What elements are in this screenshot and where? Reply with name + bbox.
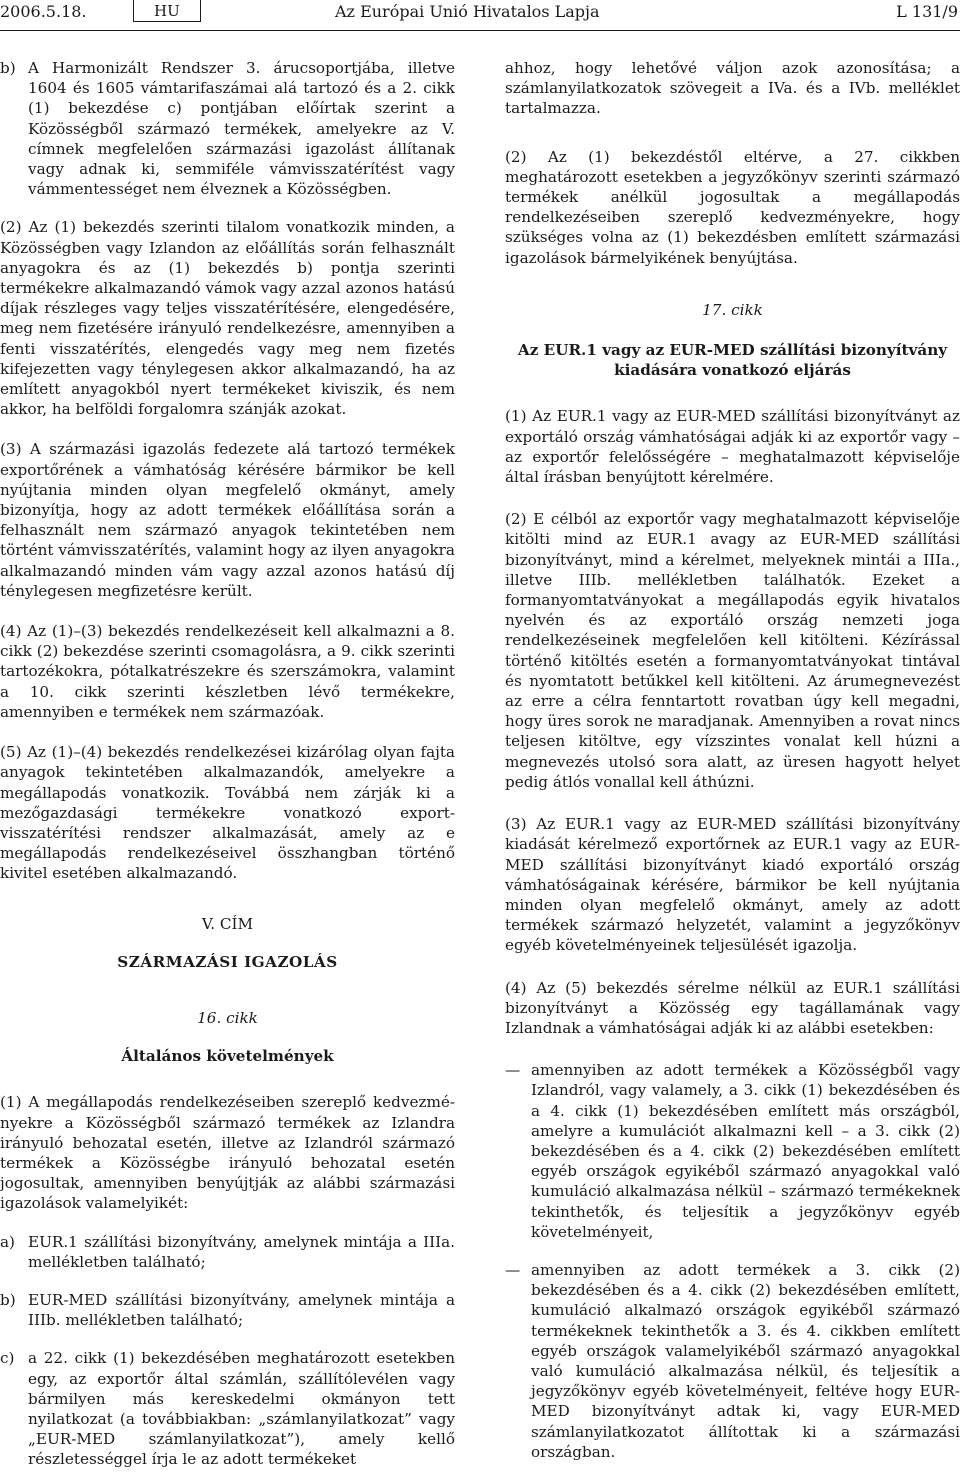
language-badge: HU [133,0,201,22]
list-item-c [0,1348,455,1469]
list-text: EUR.1 szállítási bizonyítvány, amelynek mintája a IIIa. mellékletben található; [28,1232,455,1271]
title-number: V. CÍM [201,914,254,933]
list-marker: a) [0,1232,15,1251]
header-rule [0,30,960,31]
article-16-number: 16. cikk [197,1008,258,1027]
article-17-paragraph-4: (4) Az (5) bekezdés sérelme nélkül az EUR.1 szállítási bizonyítványt a Közösség egy tagállamának vagy Izlandnak a vámhatóságai adják ki az alábbi esetekben: [505,978,960,1037]
article-16-paragraph-1: (1) A megállapodás rendelkezéseiben szereplő kedvezményekre a Közösségből származó termékek az Izlandra irányuló behozatal esetén, illetve az Izlandról származó termékek a Közösségbe irányuló behozatal esetén jogosultak, amennyiben benyújtják az alábbi származási igazolások valamelyikét: [0,1093,455,1213]
paragraph-2: (2) Az (1) bekezdés szerinti tilalom vonatkozik minden, a Közösségben vagy Izlandon az előállítás során felhasznált anyagokra és az (1) bekezdés b) pontja szerinti termékekre alkalmazandó vámok vagy azzal azonos hatású díjak részleges vagy teljes visszatérítésére, elengedésére, meg nem fizetésére irányuló rendelkezésre, amennyiben a fenti visszatérítés, elengedés vagy meg nem fizetés kifejezetten vagy ténylegesen akkor alkalmazandó, ha az említett anyagokból nyert termékeket kiviszik, és nem akkor, ha belföldi forgalomra szánják azokat. [0,218,455,419]
list-marker: c) [0,1349,15,1368]
dash-marker: — [505,1260,521,1279]
article-17-paragraph-1: (1) Az EUR.1 vagy az EUR-MED szállítási bizonyítványt az exportáló ország vámhatóságai adják ki az exportőr vagy – az exportőr felelősségére – meghatalmazott képviselője által írásban benyújtott kérelmére. [505,407,960,487]
list-text: amennyiben az adott termékek a Közösségből vagy Izlandról, vagy valamely, a 3. cikk (1) bekezdésében és a 4. cikk (1) bekezdésében említett más országból, amelyre a kumulációt alkalmazni kell – a 3. cikk (2) bekezdésében és a 4. cikk (2) bekezdésében említett egyéb országok egyikéből származó anyagokkal való kumuláció alkalmazása nélkül – származó termékeknek tekinthetők, és teljesítik a jegyzőkönyv egyéb követelményeit, [531,1061,960,1241]
article-17-paragraph-3: (3) Az EUR.1 vagy az EUR-MED szállítási bizonyítvány kiadását kérelmező exportőrnek az EUR.1 vagy az EUR-MED szállítási bizonyítványt kiadó exportáló ország vámhatóságainak kérésére, bármikor be kell nyújtania minden olyan megfelelő okmányt, amely az adott termékek származó helyzetét, valamint a jegyzőkönyv egyéb követelményeinek teljesülését igazolja. [505,815,960,955]
list-text: a 22. cikk (1) bekezdésében meghatározott esetekben egy, az exportőr által számlán, szállítólevélen vagy bármilyen más kereskedelmi okmányon tett nyilatkozat (a továbbiakban: „számlanyilatkozat” vagy „EUR-MED számlanyilatkozat”), amely kellő részletességgel írja le az adott termékeket [28,1349,455,1469]
list-marker: b) [0,59,16,77]
list-item-a [0,1232,455,1272]
publication-date: 2006.5.18. [0,2,87,21]
page-reference: L 131/9 [896,2,958,21]
dash-marker: — [505,1061,521,1080]
journal-title: Az Európai Unió Hivatalos Lapja [335,2,600,21]
left-column [0,58,455,1484]
dash-item-2 [505,1260,960,1462]
paragraph-5: (5) Az (1)–(4) bekezdés rendelkezései kizárólag olyan fajta anyagok tekintetében alkalmazandók, amelyekre a megállapodás vonatkozik. Továbbá nem zárják ki a mezőgazdasági termékekre vonatkozó export-visszatérítési rendszer alkalmazását, amely az e megállapodás rendelkezéseivel összhangban történő kivitel esetében alkalmazandó. [0,743,455,883]
article-17-number: 17. cikk [702,300,763,319]
list-marker: b) [0,1290,16,1309]
article-17-title: Az EUR.1 vagy az EUR-MED szállítási bizonyítvány kiadására vonatkozó eljárás [517,341,948,380]
article-16-title: Általános követelmények [121,1047,334,1066]
article-16-paragraph-2: (2) Az (1) bekezdéstől eltérve, a 27. cikkben meghatározott esetekben a jegyzőkönyv szerinti származó termékek anélkül jogosultak a megállapodás rendelkezéseiben szereplő kedvezményekre, hogy szükséges volna az (1) bekezdésben említett származási igazolások bármelyikének benyújtása. [505,147,960,267]
list-text: A Harmonizált Rendszer 3. árucsoportjába, illetve 1604 és 1605 vámtarifaszámai alá tartozó és a 2. cikk (1) bekezdése c) pontjában előírtak szerint a Közösségből származó termékek, amelyekre az V. címnek megfelelően származási igazolást állítanak vagy adnak ki, semmiféle vámvisszatérítést vagy vámmentességet nem élveznek a Közösségben. [28,59,455,199]
paragraph-3: (3) A származási igazolás fedezete alá tartozó termékek exportőrének a vámhatóság kérésére bármikor be kell nyújtania minden olyan megfelelő okmányt, amely bizonyítja, hogy az adott termékek előállítása során a felhasznált nem származó anyagok tekintetében nem történt vámvisszatérítés, valamint hogy az ilyen anyagokra alkalmazandó minden vám vagy azzal azonos hatású díj ténylegesen megfizetésre került. [0,440,455,600]
list-text: EUR-MED szállítási bizonyítvány, amelynek mintája a IIIb. mellékletben található; [28,1290,455,1330]
dash-item-1 [505,1060,960,1242]
paragraph-4: (4) Az (1)–(3) bekezdés rendelkezéseit kell alkalmazni a 8. cikk (2) bekezdése szerinti csomagolásra, a 9. cikk szerinti tartozékokra, pótalkatrészekre és szerszámokra, valamint a 10. cikk szerinti készletben lévő termékekre, amennyiben e termékek nem származóak. [0,622,455,721]
right-column [505,58,960,1476]
list-text: amennyiben az adott termékek a 3. cikk (2) bekezdésében és a 4. cikk (2) bekezdésében említett, kumuláció alkalmazó országok egyikéből származó termékeknek tekinthetők a 3. és 4. cikkben említett egyéb országok valamelyikéből származó anyagokkal való kumuláció alkalmazása nélkül, és teljesítik a jegyzőkönyv egyéb követelményeit, feltéve hogy EUR-MED bizonyítványt adtak ki, vagy EUR-MED számlanyilatkozatot állítottak ki a származási országban. [531,1260,960,1461]
article-17-paragraph-2: (2) E célból az exportőr vagy meghatalmazott képviselője kitölti mind az EUR.1 avagy az EUR-MED szállítási bizonyítványt, mind a kérelmet, melyeknek mintái a IIIa., illetve IIIb. mellékletben találhatók. Ezeket a formanyomtatványokat a megállapodás egyik hivatalos nyelvén és az exportáló ország nemzeti joga rendelkezéseinek megfelelően kell kitölteni. Kézírással történő kitöltés esetén a formanyomtatványokat tintával és nyomtatott betűkkel kell kitölteni. Az árumegnevezést az erre a célra fenntartott rovatban úgy kell megadni, hogy üres sorok ne maradjanak. Amennyiben a rovat nincs teljesen kitöltve, egy vízszintes vonalat kell húzni a megnevezés utolsó sora alatt, az üresen hagyott helyet pedig átlós vonallal kell áthúzni. [505,510,960,791]
list-item-b2 [0,1290,455,1330]
page-header [0,0,960,32]
continuation-paragraph: ahhoz, hogy lehetővé váljon azok azonosítása; a számlanyilatkozatok szövegeit a IVa. és a IVb. melléklet tartalmazza. [505,59,960,118]
list-item-b [0,58,455,199]
title-name: SZÁRMAZÁSI IGAZOLÁS [117,952,338,971]
